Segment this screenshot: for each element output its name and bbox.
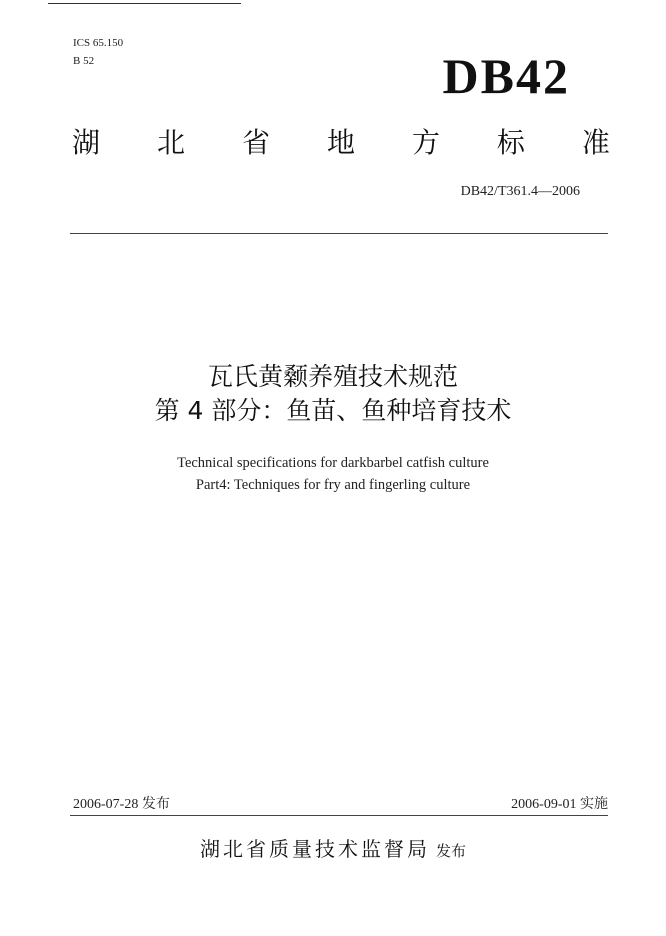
title-chinese-line-2: 第 4 部分：鱼苗、鱼种培育技术 (154, 396, 512, 425)
standard-type-char: 省 (241, 126, 270, 159)
title-english-line-1: Technical specifications for darkbarbel catfish culture (177, 455, 489, 471)
footer-divider (70, 815, 608, 816)
title-chinese-line-1: 瓦氏黄颡养殖技术规范 (207, 362, 458, 391)
publisher-suffix: 发布 (435, 842, 466, 860)
header-divider (70, 233, 608, 234)
standard-number: DB42/T361.4—2006 (460, 184, 580, 199)
publisher-line (0, 836, 666, 864)
implementation-date: 2006-09-01 实施 (511, 797, 608, 812)
standard-type-char: 准 (581, 126, 610, 159)
title-english-line-2: Part4: Techniques for fry and fingerling culture (195, 477, 471, 493)
standard-type-heading (72, 125, 610, 161)
top-rule (48, 3, 241, 4)
ccs-code: B 52 (73, 55, 95, 67)
standard-type-char: 北 (156, 126, 185, 159)
standard-logo: DB42 (442, 48, 570, 104)
publisher-name: 湖北省质量技术监督局 (199, 837, 430, 861)
issue-date: 2006-07-28 发布 (73, 797, 170, 812)
standard-type-char: 地 (326, 126, 355, 159)
standard-type-char: 方 (411, 126, 440, 159)
standard-type-char: 标 (496, 126, 525, 159)
standard-type-char: 湖 (72, 126, 101, 159)
ics-code: ICS 65.150 (73, 37, 124, 49)
